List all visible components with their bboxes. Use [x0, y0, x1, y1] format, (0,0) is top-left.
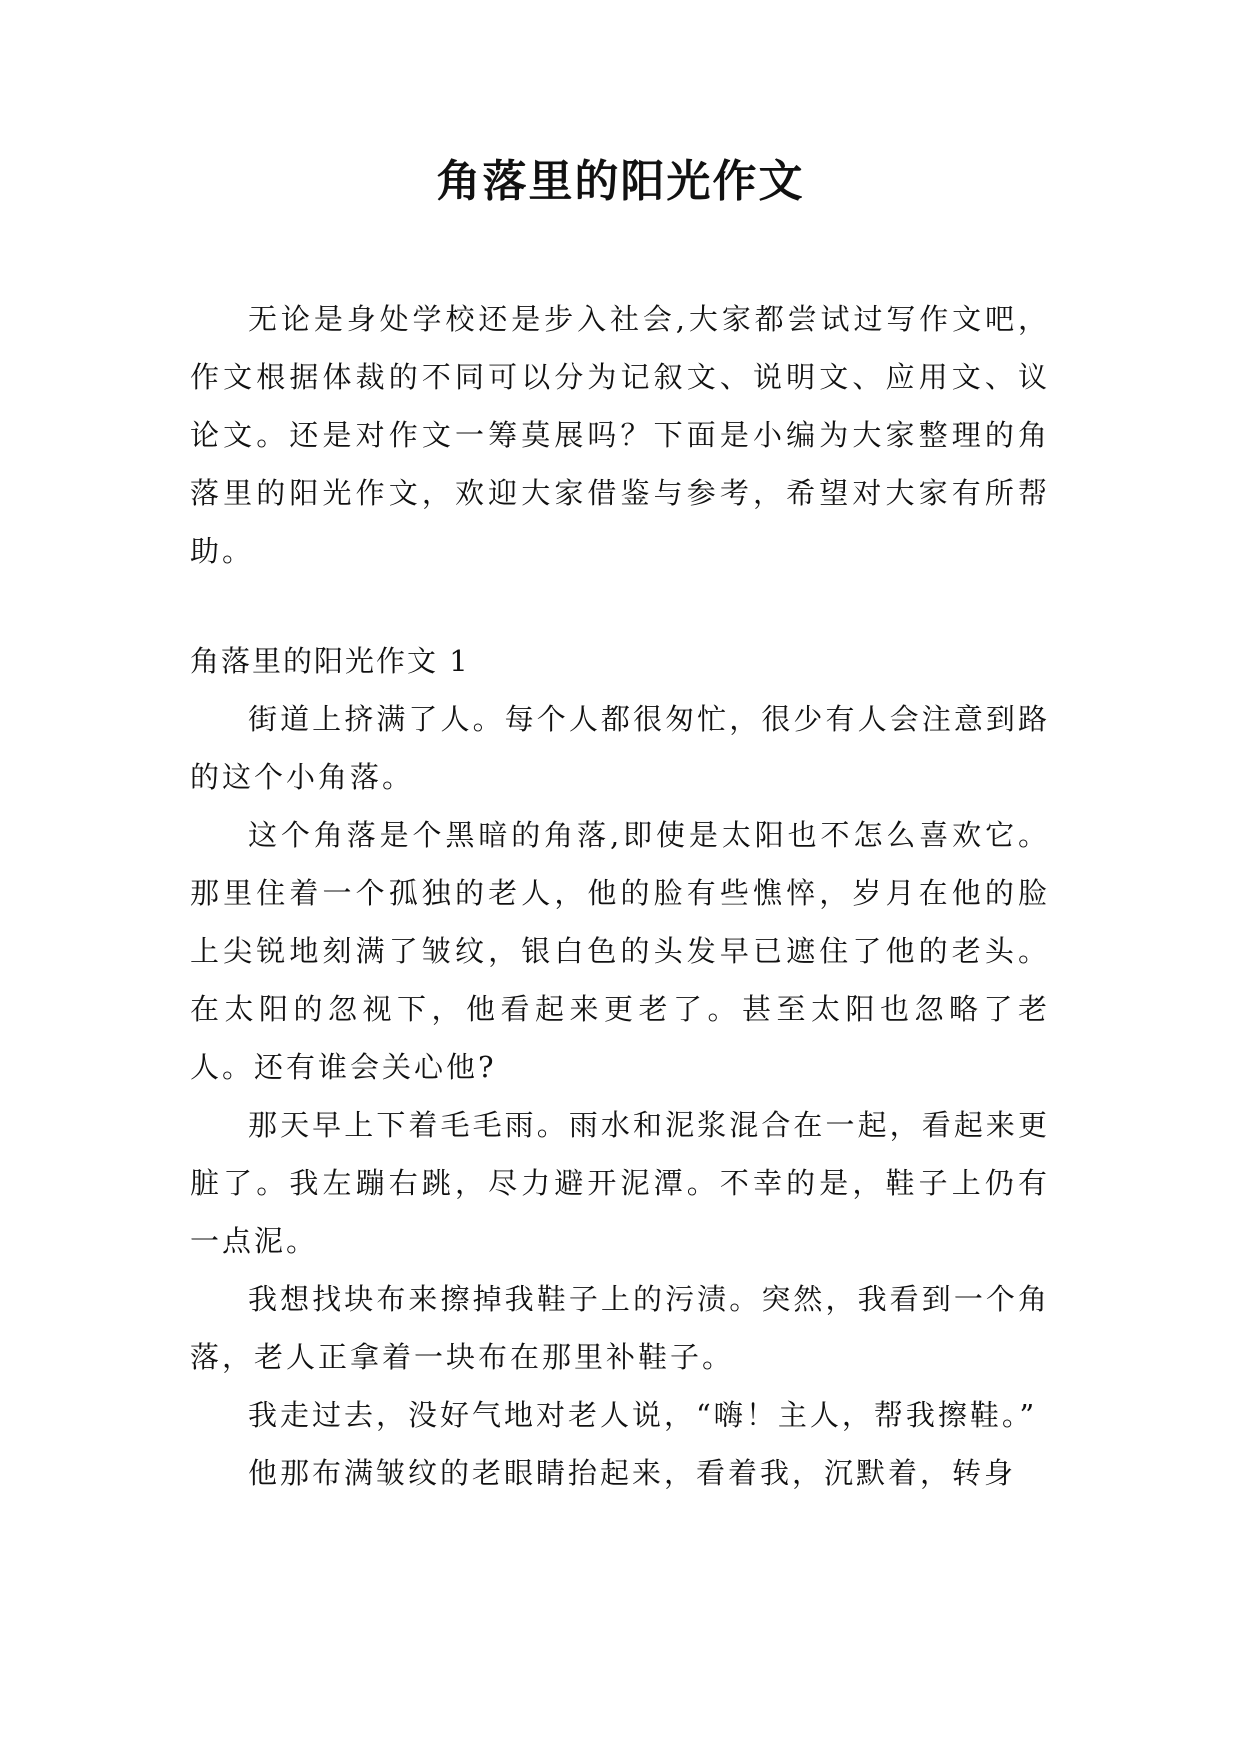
intro-paragraph: 无论是身处学校还是步入社会,大家都尝试过写作文吧，作文根据体裁的不同可以分为记叙文、说明文、应用文、议论文。还是对作文一筹莫展吗？下面是小编为大家整理的角落里的阳光作文，欢迎大家借鉴与参考，希望对大家有所帮助。 [190, 302, 1050, 568]
essay-section [190, 632, 1050, 1502]
body-paragraph: 这个角落是个黑暗的角落,即使是太阳也不怎么喜欢它。那里住着一个孤独的老人，他的脸有些憔悴，岁月在他的脸上尖锐地刻满了皱纹，银白色的头发早已遮住了他的老头。在太阳的忽视下，他看起来更老了。甚至太阳也忽略了老人。还有谁会关心他? [190, 818, 1050, 1084]
body-paragraph: 他那布满皱纹的老眼睛抬起来，看着我，沉默着，转身 [248, 1456, 1017, 1490]
document-title: 角落里的阳光作文 [436, 156, 805, 207]
section-heading: 角落里的阳光作文 1 [190, 644, 470, 678]
body-paragraph: 我走过去，没好气地对老人说，“嗨！主人，帮我擦鞋。” [248, 1398, 1038, 1432]
intro-block [190, 290, 1050, 580]
body-paragraph: 那天早上下着毛毛雨。雨水和泥浆混合在一起，看起来更脏了。我左蹦右跳，尽力避开泥潭。不幸的是，鞋子上仍有一点泥。 [190, 1108, 1050, 1258]
body-paragraph: 我想找块布来擦掉我鞋子上的污渍。突然，我看到一个角落，老人正拿着一块布在那里补鞋子。 [190, 1282, 1050, 1374]
body-paragraph: 街道上挤满了人。每个人都很匆忙，很少有人会注意到路的这个小角落。 [190, 702, 1050, 794]
